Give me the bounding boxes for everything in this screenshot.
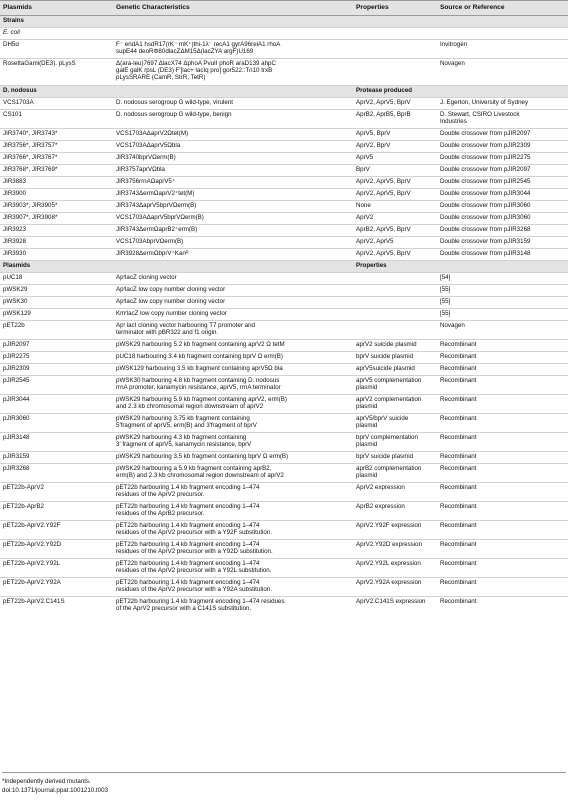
plasmid-row-8-properties: aprV5 complementation plasmid [353,376,437,395]
ecoli-row [0,40,568,59]
plasmid-row-2-properties [353,297,437,309]
plasmid-row-20-genetic: pET22b harbouring 1.4 kb fragment encoding 1–474 residues of the AprV2 precursor with a C141S substitution. [113,597,353,616]
dnodosus-row [0,189,568,201]
dnodosus-row [0,165,568,177]
dnodosus-row-8-properties: None [353,201,437,213]
section-strains [0,16,568,28]
plasmid-row-13-genetic: pWSK29 harbouring a 5.9 kb fragment containing aprB2, erm(B) and 2.3 kb chromosomal region downstream of aprV2 [113,464,353,483]
plasmid-row-9-properties: aprV2 complementation plasmid [353,395,437,414]
plasmid-row-9-name: pJIR3044 [0,395,113,414]
section-protease-produced-label: Protease produced [353,86,568,98]
plasmid-row [0,464,568,483]
plasmid-row-9-genetic: pWSK29 harbouring 5.9 kb fragment containing aprV2, erm(B) and 2.3 kb chromosomal region downstream of aprV2 [113,395,353,414]
plasmid-row-4-genetic: Apʳ lacI cloning vector harbouring T7 promoter and terminator with pBR322 and f1 origin. [113,321,353,340]
dnodosus-row-12-properties: AprV2, AprV5, BprV [353,249,437,261]
plasmid-row-18-name: pET22b-AprV2.Y92L [0,559,113,578]
dnodosus-row-1-source: D. Stewart, CSIRO Livestock Industries [437,110,568,129]
dnodosus-row-0-genetic: D. nodosus serogroup G wild-type, virulent [113,98,353,110]
dnodosus-row-11-source: Double crossover from pJIR3159 [437,237,568,249]
header-properties: Properties [353,1,437,16]
ecoli-row-0-source: Invitrogen [437,40,568,59]
dnodosus-row [0,129,568,141]
dnodosus-row-2-genetic: VCS1703AΔaprV2Ωtet(M) [113,129,353,141]
plasmid-row [0,297,568,309]
plasmid-row [0,364,568,376]
plasmid-row-6-name: pJIR2275 [0,352,113,364]
dnodosus-row-10-genetic: JIR3743ΔermΩaprB2⁺erm(B) [113,225,353,237]
plasmid-row-15-genetic: pET22b harbouring 1.4 kb fragment encoding 1–474 residues of the AprB2 precursor. [113,502,353,521]
plasmid-row-11-name: pJIR3148 [0,433,113,452]
dnodosus-row-10-properties: AprB2, AprV5, BprV [353,225,437,237]
dnodosus-row-4-source: Double crossover from pJIR2275 [437,153,568,165]
plasmid-row-1-genetic: ApʳlacZ low copy number cloning vector [113,285,353,297]
ecoli-row-0-properties [353,40,437,59]
dnodosus-row-1-genetic: D. nodosus serogroup G wild-type, benign [113,110,353,129]
plasmid-row-1-properties [353,285,437,297]
plasmid-row-10-source: Recombinant [437,414,568,433]
dnodosus-row-3-properties: AprV2, BprV [353,141,437,153]
plasmid-row-5-source: Recombinant [437,340,568,352]
plasmid-row-0-properties [353,273,437,285]
dnodosus-row-6-genetic: JIR3756rrnAΩaprV5⁺ [113,177,353,189]
dnodosus-row-7-properties: AprV2, AprV5, BprV [353,189,437,201]
plasmid-row-19-source: Recombinant [437,578,568,597]
plasmid-row [0,433,568,452]
plasmid-row-13-properties: aprB2 complementation plasmid [353,464,437,483]
dnodosus-row-4-name: JIR3766*, JIR3767* [0,153,113,165]
ecoli-row-0-name: DH5α [0,40,113,59]
plasmid-row-9-source: Recombinant [437,395,568,414]
plasmid-row-0-name: pUC18 [0,273,113,285]
plasmid-row-19-name: pET22b-AprV2.Y92A [0,578,113,597]
dnodosus-row-5-genetic: JIR3757aprVΩbla [113,165,353,177]
dnodosus-row-4-genetic: JIR3740bprVΩerm(B) [113,153,353,165]
plasmid-row [0,285,568,297]
dnodosus-row-9-genetic: VCS1703AΔaprV5bprVΩerm(B) [113,213,353,225]
plasmid-row [0,559,568,578]
plasmid-row-15-properties: AprB2 expression [353,502,437,521]
plasmid-row-18-source: Recombinant [437,559,568,578]
section-ecoli-label: E. coli [0,28,568,40]
section-properties-label: Properties [353,261,568,273]
plasmid-row-3-genetic: KmʳlacZ low copy number cloning vector [113,309,353,321]
plasmid-row-1-source: [55] [437,285,568,297]
section-plasmids-label: Plasmids [0,261,353,273]
plasmid-row-4-properties [353,321,437,340]
plasmid-row [0,521,568,540]
dnodosus-row-11-properties: AprV2, AprV5 [353,237,437,249]
section-dnodosus-label: D. nodosus [0,86,353,98]
plasmid-row-6-properties: bprV suicide plasmid [353,352,437,364]
dnodosus-row-2-properties: AprV5, BprV [353,129,437,141]
dnodosus-row [0,213,568,225]
dnodosus-row-8-name: JIR3903*, JIR3905* [0,201,113,213]
plasmid-row-14-genetic: pET22b harbouring 1.4 kb fragment encoding 1–474 residues of the AprV2 precursor. [113,483,353,502]
plasmid-row-12-genetic: pWSK29 harbouring 3.5 kb fragment containing bprV Ω erm(B) [113,452,353,464]
dnodosus-row-6-source: Double crossover from pJIR2545 [437,177,568,189]
dnodosus-row-9-properties: AprV2 [353,213,437,225]
plasmid-row-15-name: pET22b-AprB2 [0,502,113,521]
dnodosus-row-4-properties: AprV5 [353,153,437,165]
plasmid-row-17-properties: AprV2.Y92D expression [353,540,437,559]
dnodosus-row-0-name: VCS1703A [0,98,113,110]
plasmid-row [0,483,568,502]
plasmid-row [0,321,568,340]
dnodosus-row-10-name: JIR3923 [0,225,113,237]
dnodosus-row-11-genetic: VCS1703AbprVΩerm(B) [113,237,353,249]
dnodosus-row-1-properties: AprB2, AprB5, BprB [353,110,437,129]
plasmid-row [0,309,568,321]
plasmid-row [0,352,568,364]
plasmid-row-11-genetic: pWSK29 harbouring 4.3 kb fragment containing 3′ fragment of aprV5, kanamycin resistance, bprV [113,433,353,452]
plasmid-row-19-genetic: pET22b harbouring 1.4 kb fragment encoding 1–474 residues of the AprV2 precursor with a Y92A substitution. [113,578,353,597]
plasmid-row-5-name: pJIR2097 [0,340,113,352]
plasmid-row-7-properties: aprV5suicide plasmid [353,364,437,376]
plasmid-row-8-source: Recombinant [437,376,568,395]
header-genetic-characteristics: Genetic Characteristics [113,1,353,16]
dnodosus-row [0,153,568,165]
table-header-row [0,1,568,16]
dnodosus-row-8-genetic: JIR3743ΔaprV5bprVΩerm(B) [113,201,353,213]
dnodosus-row [0,141,568,153]
dnodosus-row [0,177,568,189]
plasmid-row-7-name: pJIR2309 [0,364,113,376]
plasmid-row-13-name: pJIR3268 [0,464,113,483]
dnodosus-row-7-genetic: JIR3743ΔermΩaprV2⁺tet(M) [113,189,353,201]
plasmid-row-7-genetic: pWSK129 harbouring 3.5 kb fragment containing aprV5Ω bla [113,364,353,376]
plasmid-row-1-name: pWSK29 [0,285,113,297]
dnodosus-row-9-name: JIR3907*, JIR3908* [0,213,113,225]
dnodosus-row-3-source: Double crossover from pJIR2309 [437,141,568,153]
dnodosus-row [0,110,568,129]
ecoli-row-1-genetic: Δ(ara-leu)7697 ΔlacX74 ΔphoA PvuII phoR araD139 ahpC galE galK rpsL (DE3) F′[lac+ lacIq pro] gor522::Tn10 trxB pLysSRARE (CamR, StrR, TetR) [113,59,353,86]
plasmid-row-12-name: pJIR3159 [0,452,113,464]
plasmid-row-15-source: Recombinant [437,502,568,521]
ecoli-row-0-genetic: F⁻ endA1 hsdR17(rK⁻ mK⁺)thi-1λ⁻ recA1 gyrA96relA1 rhoA supE44 deoRΦ80dlacZΔM15Δ(lacZYA argF)U169 [113,40,353,59]
dnodosus-row-1-name: CS101 [0,110,113,129]
plasmid-row [0,395,568,414]
table-notes [2,772,566,795]
section-plasmids [0,261,568,273]
section-strains-label: Strains [0,16,568,28]
plasmid-row-8-name: pJIR2545 [0,376,113,395]
plasmid-row-0-genetic: ApʳlacZ cloning vector [113,273,353,285]
plasmid-row [0,376,568,395]
plasmid-row-2-source: [55] [437,297,568,309]
plasmid-row-16-source: Recombinant [437,521,568,540]
plasmid-row-5-genetic: pWSK29 harbouring 5.2 kb fragment containing aprV2 Ω tetM [113,340,353,352]
section-dnodosus [0,86,568,98]
plasmid-row-18-genetic: pET22b harbouring 1.4 kb fragment encoding 1–474 residues of the AprV2 precursor with a Y92L substitution. [113,559,353,578]
dnodosus-row [0,98,568,110]
plasmid-row-11-source: Recombinant [437,433,568,452]
plasmid-row-10-name: pJIR3060 [0,414,113,433]
plasmid-row-4-source: Novagen [437,321,568,340]
dnodosus-row-8-source: Double crossover from pJIR3060 [437,201,568,213]
plasmid-row-17-name: pET22b-AprV2.Y92D [0,540,113,559]
plasmid-row-16-name: pET22b-AprV2.Y92F [0,521,113,540]
plasmid-row-20-properties: AprV2.C141S expression [353,597,437,616]
plasmid-row-6-source: Recombinant [437,352,568,364]
plasmid-row-6-genetic: pUC18 harbouring 3.4 kb fragment containing bprV Ω erm(B) [113,352,353,364]
plasmid-row [0,578,568,597]
plasmid-row-4-name: pET22b [0,321,113,340]
plasmid-row-20-name: pET22b-AprV2.C141S [0,597,113,616]
plasmid-row-7-source: Recombinant [437,364,568,376]
dnodosus-row-12-genetic: JIR3928ΔermΩbprV⁺Kanᴿ [113,249,353,261]
ecoli-row [0,59,568,86]
dnodosus-row-6-name: JIR3883 [0,177,113,189]
dnodosus-row-12-source: Double crossover from pJIR3148 [437,249,568,261]
plasmid-row-3-properties [353,309,437,321]
plasmid-row [0,414,568,433]
plasmid-row-3-source: [55] [437,309,568,321]
plasmid-row-14-source: Recombinant [437,483,568,502]
dnodosus-row [0,237,568,249]
plasmid-row [0,273,568,285]
plasmid-row [0,502,568,521]
plasmid-row-19-properties: AprV2.Y92A expression [353,578,437,597]
footnote: *Independently derived mutants. [2,778,91,785]
dnodosus-row-2-name: JIR3740*, JIR3743* [0,129,113,141]
dnodosus-row-7-source: Double crossover from pJIR3044 [437,189,568,201]
ecoli-row-1-name: RosettaGami(DE3). pLysS [0,59,113,86]
dnodosus-row-5-name: JIR3768*, JIR3769* [0,165,113,177]
plasmid-row-8-genetic: pWSK30 harbouring 4.8 kb fragment containing D. nodosus rrnA promoter, kanamycin resistance, aprV5, rrnA terminator [113,376,353,395]
plasmid-row-14-name: pET22b-AprV2 [0,483,113,502]
section-ecoli [0,28,568,40]
plasmid-row-11-properties: bprV complementation plasmid [353,433,437,452]
plasmid-row [0,597,568,616]
plasmid-row-16-properties: AprV2.Y92F expression [353,521,437,540]
plasmid-row-17-genetic: pET22b harbouring 1.4 kb fragment encoding 1–474 residues of the AprV2 precursor with a Y92D substitution. [113,540,353,559]
dnodosus-row-5-source: Double crossover from pJIR2097 [437,165,568,177]
dnodosus-row-11-name: JIR3928 [0,237,113,249]
plasmid-row-18-properties: AprV2.Y92L expression [353,559,437,578]
plasmid-row [0,452,568,464]
dnodosus-row [0,201,568,213]
plasmid-row-2-genetic: ApʳlacZ low copy number cloning vector [113,297,353,309]
plasmid-row-10-properties: aprV5/bprV suicide plasmid [353,414,437,433]
ecoli-row-1-source: Novagen [437,59,568,86]
dnodosus-row [0,225,568,237]
plasmid-row-12-source: Recombinant [437,452,568,464]
dnodosus-row-7-name: JIR3900 [0,189,113,201]
dnodosus-row-12-name: JIR3930 [0,249,113,261]
plasmid-row-17-source: Recombinant [437,540,568,559]
plasmid-row [0,540,568,559]
plasmid-row-20-source: Recombinant [437,597,568,616]
ecoli-row-1-properties [353,59,437,86]
plasmid-row-16-genetic: pET22b harbouring 1.4 kb fragment encoding 1–474 residues of the AprV2 precursor with a Y92F substitution. [113,521,353,540]
plasmid-row [0,340,568,352]
dnodosus-row-10-source: Double crossover from pJIR3268 [437,225,568,237]
dnodosus-row-2-source: Double crossover from pJIR2097 [437,129,568,141]
plasmid-row-5-properties: aprV2 suicide plasmid [353,340,437,352]
dnodosus-row-0-properties: AprV2, AprV5, BprV [353,98,437,110]
dnodosus-row [0,249,568,261]
plasmid-row-13-source: Recombinant [437,464,568,483]
header-source: Source or Reference [437,1,568,16]
dnodosus-row-6-properties: AprV2, AprV5, BprV [353,177,437,189]
dnodosus-row-3-genetic: VCS1703AΔaprV5Ωbla [113,141,353,153]
plasmid-row-0-source: [54] [437,273,568,285]
dnodosus-row-3-name: JIR3756*, JIR3757* [0,141,113,153]
dnodosus-row-5-properties: BprV [353,165,437,177]
plasmid-row-14-properties: AprV2 expression [353,483,437,502]
plasmid-row-12-properties: bprV suicide plasmid [353,452,437,464]
doi-text: doi:10.1371/journal.ppat.1001210.t003 [2,787,108,794]
plasmid-row-10-genetic: pWSK29 harbouring 3.75 kb fragment containing 5′fragment of aprV5, erm(B) and 3′fragment of bprV [113,414,353,433]
plasmid-row-3-name: pWSK129 [0,309,113,321]
dnodosus-row-9-source: Double crossover from pJIR3060 [437,213,568,225]
plasmid-row-2-name: pWSK30 [0,297,113,309]
dnodosus-row-0-source: J. Egerton, University of Sydney [437,98,568,110]
header-plasmids: Plasmids [0,1,113,16]
